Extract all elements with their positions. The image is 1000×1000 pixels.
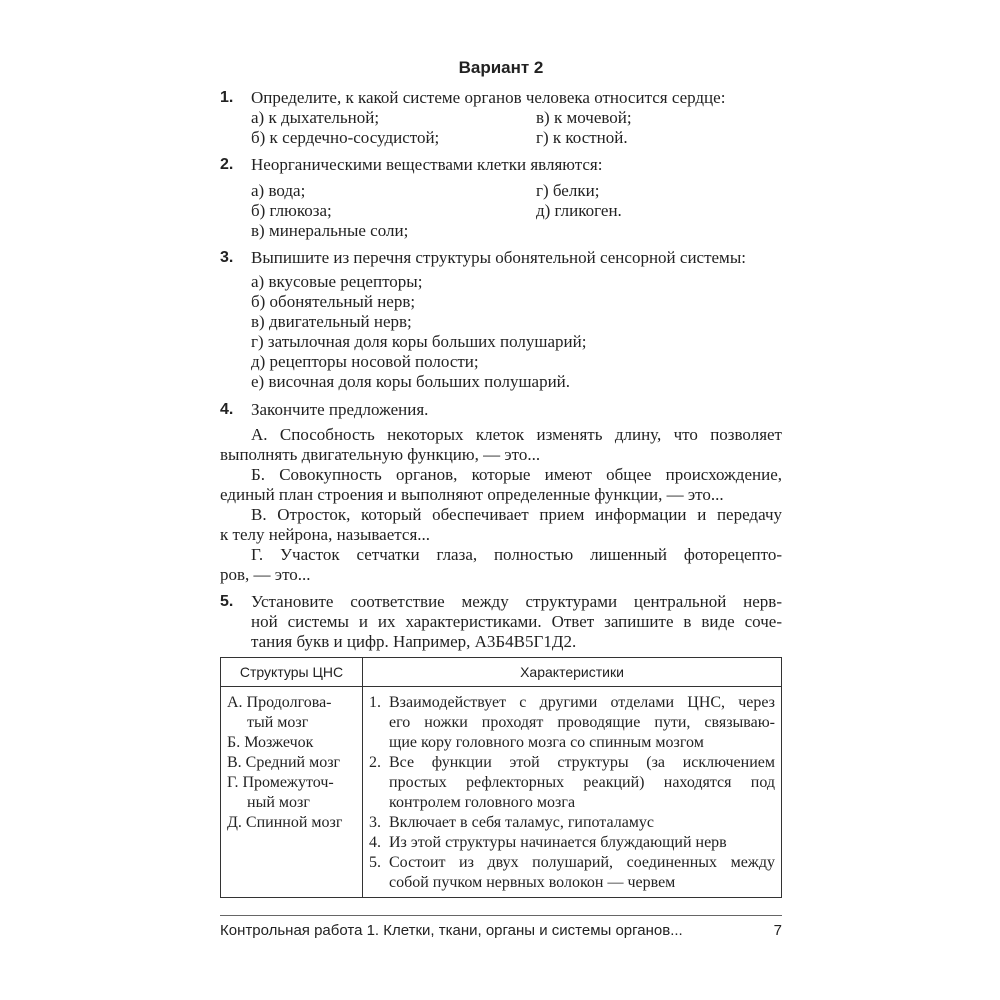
question-number: 4. (220, 401, 234, 418)
item-line: Включает в себя таламус, гипоталамус (389, 814, 655, 831)
question-3 (220, 248, 782, 392)
structure-line: В. Средний мозг (227, 754, 341, 771)
question-text: Закончите предложения. (251, 400, 429, 419)
options (251, 272, 782, 392)
option: а) вода; (251, 181, 306, 200)
option: б) обонятельный нерв; (251, 292, 416, 311)
sentence-line: единый план строения и выполняют определенные функции, — это... (220, 485, 724, 504)
option: а) вкусовые рецепторы; (251, 272, 423, 291)
question-line: тания букв и цифр. Например, А3Б4В5Г1Д2. (251, 632, 577, 651)
question-text (251, 592, 782, 652)
option: б) глюкоза; (251, 201, 332, 220)
question-1 (220, 88, 782, 148)
column-header-structures: Структуры ЦНС (221, 658, 363, 687)
question-line: ной системы и их характеристиками. Ответ запишите в виде соче- (251, 612, 782, 631)
page (220, 0, 782, 1000)
structure-line: Д. Спинной мозг (227, 814, 343, 831)
sentence-line: к телу нейрона, называется... (220, 525, 431, 544)
characteristic-item (369, 753, 775, 813)
option: в) двигательный нерв; (251, 312, 412, 331)
question-number: 1. (220, 89, 234, 106)
question-line: Установите соответствие между структурами центральной нерв- (251, 592, 782, 611)
characteristic-item (369, 853, 775, 893)
page-number: 7 (773, 922, 782, 939)
option: г) затылочная доля коры больших полушарий; (251, 332, 587, 351)
structures-cell (221, 687, 363, 898)
characteristic-item (369, 813, 775, 833)
running-footer-text: Контрольная работа 1. Клетки, ткани, органы и системы органов... (220, 922, 683, 939)
options (251, 108, 782, 148)
options (251, 181, 782, 241)
question-number: 2. (220, 156, 234, 173)
item-line: простых рефлекторных реакций) находятся под (389, 774, 775, 791)
page-footer (220, 922, 782, 939)
item-number: 2. (369, 754, 381, 771)
option: д) гликоген. (536, 201, 622, 220)
option: в) минеральные соли; (251, 221, 409, 240)
item-line: контролем головного мозга (389, 794, 576, 811)
matching-table (220, 657, 782, 898)
question-2 (220, 155, 782, 241)
question-5 (220, 592, 782, 652)
question-text: Неорганическими веществами клетки являются: (251, 155, 603, 174)
option: в) к мочевой; (536, 108, 632, 127)
question-text: Выпишите из перечня структуры обонятельной сенсорной системы: (251, 248, 746, 267)
footer-divider (220, 915, 782, 916)
characteristic-item (369, 833, 775, 853)
column-header-characteristics: Характеристики (363, 658, 782, 687)
question-number: 3. (220, 249, 234, 266)
item-line: щие кору головного мозга со спинным мозгом (389, 734, 704, 751)
item-line: Из этой структуры начинается блуждающий нерв (389, 834, 727, 851)
characteristics-cell (363, 687, 782, 898)
sentence-line: А. Способность некоторых клеток изменять длину, что позволяет (251, 425, 782, 444)
sentence-line: Б. Совокупность органов, которые имеют общее происхождение, (251, 465, 782, 484)
item-line: Состоит из двух полушарий, соединенных между (389, 854, 775, 871)
page-title: Вариант 2 (458, 58, 544, 77)
option: г) белки; (536, 181, 600, 200)
item-number: 3. (369, 814, 381, 831)
option: е) височная доля коры больших полушарий. (251, 372, 571, 391)
structure-line: Г. Промежуточ- (227, 774, 334, 791)
sentence-line: ров, — это... (220, 565, 311, 584)
option: д) рецепторы носовой полости; (251, 352, 479, 371)
option: г) к костной. (536, 128, 628, 147)
item-number: 1. (369, 694, 381, 711)
item-line: Все функции этой структуры (за исключением (389, 754, 775, 771)
sentence-line: выполнять двигательную функцию, — это... (220, 445, 541, 464)
sentence-line: В. Отросток, который обеспечивает прием информации и передачу (251, 505, 782, 524)
option: б) к сердечно-сосудистой; (251, 128, 440, 147)
item-line: Взаимодействует с другими отделами ЦНС, через (389, 694, 775, 711)
item-line: его ножки проходят проводящие пути, связываю- (389, 714, 775, 731)
item-line: собой пучком нервных волокон — червем (389, 874, 676, 891)
structure-line: тый мозг (247, 714, 309, 731)
option: а) к дыхательной; (251, 108, 380, 127)
question-number: 5. (220, 593, 234, 610)
item-number: 5. (369, 854, 381, 871)
sentence-line: Г. Участок сетчатки глаза, полностью лишенный фоторецепто- (251, 545, 782, 564)
question-4 (220, 400, 782, 585)
item-number: 4. (369, 834, 381, 851)
structure-line: А. Продолгова- (227, 694, 332, 711)
characteristic-item (369, 693, 775, 753)
structure-line: Б. Мозжечок (227, 734, 314, 751)
question-text: Определите, к какой системе органов человека относится сердце: (251, 88, 726, 107)
structure-line: ный мозг (247, 794, 310, 811)
sentences (220, 425, 782, 585)
